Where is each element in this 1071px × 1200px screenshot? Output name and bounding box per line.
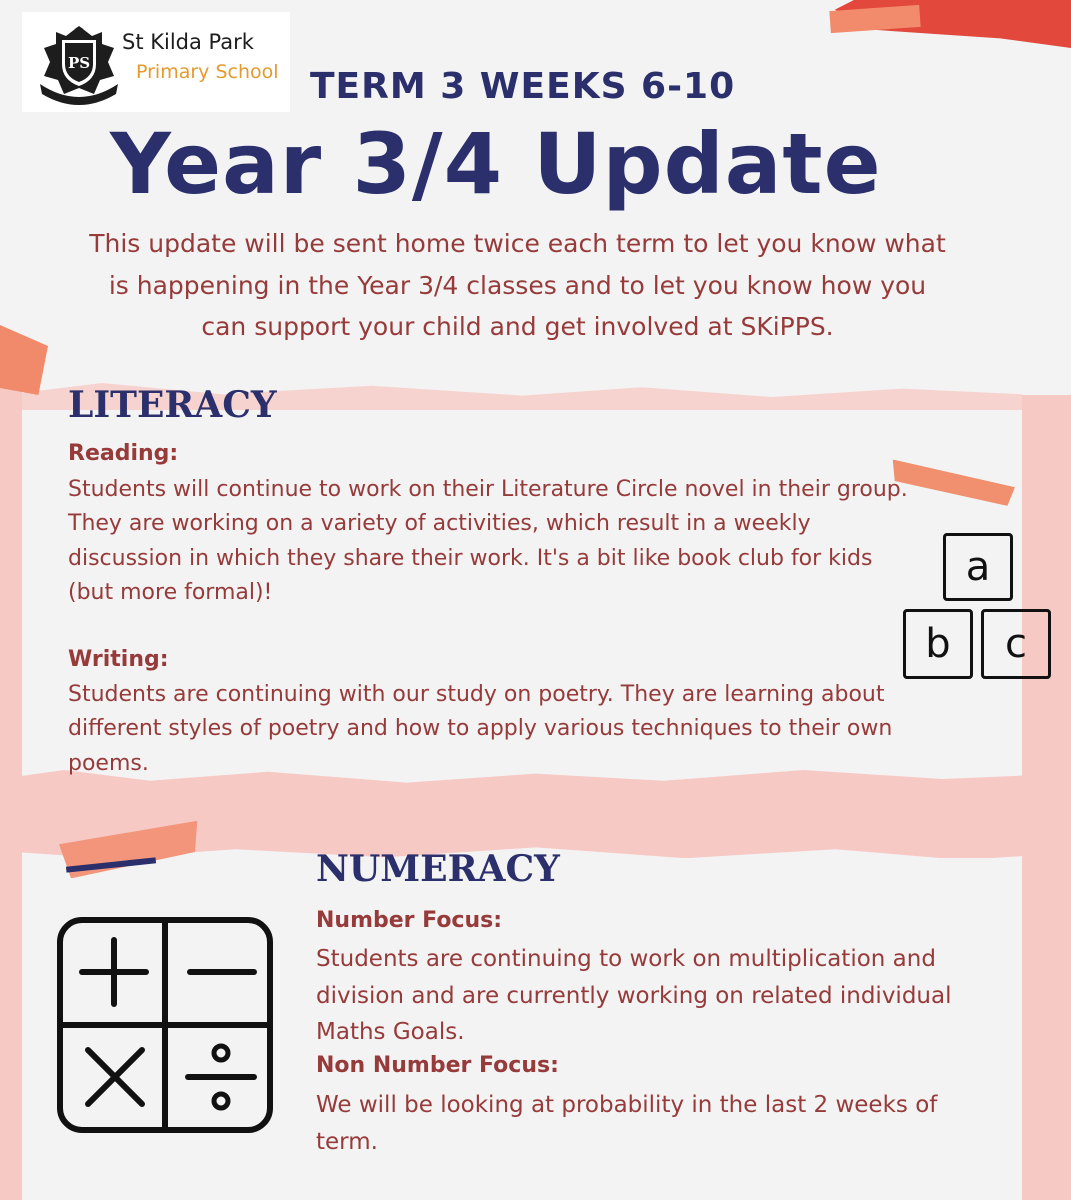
school-crest-icon xyxy=(36,18,122,106)
term-heading: TERM 3 WEEKS 6-10 xyxy=(310,66,736,107)
numeracy-heading: NUMERACY xyxy=(316,848,560,890)
page-title: Year 3/4 Update xyxy=(110,115,882,213)
non-number-focus-text: We will be looking at probability in the last 2 weeks of term. xyxy=(316,1092,938,1155)
number-focus-text: Students are continuing to work on multiplication and division and are currently working on related individual Maths Goals. xyxy=(316,946,952,1045)
reading-heading: Reading: xyxy=(68,441,179,466)
intro-paragraph: This update will be sent home twice each term to let you know what is happening in the Year 3/4 classes and to let you know how you can support your child and get involved at SKiPPS. xyxy=(89,229,946,341)
block-a: a xyxy=(943,533,1013,601)
brush-stroke-left xyxy=(0,325,48,395)
number-focus-heading: Number Focus: xyxy=(316,908,503,933)
block-b: b xyxy=(903,609,973,679)
school-logo xyxy=(22,12,290,112)
writing-text: Students are continuing with our study on poetry. They are learning about different styles of poetry and how to apply various techniques to their own poems. xyxy=(68,682,893,776)
school-name: St Kilda Park xyxy=(122,30,254,54)
svg-text:PS: PS xyxy=(67,54,91,72)
reading-text: Students will continue to work on their Literature Circle novel in their group. They are working on a variety of activities, which result in a weekly discussion in which they share their work. It's a bit like book club for kids (but more formal)! xyxy=(68,477,908,605)
literacy-heading: LITERACY xyxy=(68,384,277,426)
school-name-subtitle: Primary School xyxy=(136,61,279,83)
non-number-focus-heading: Non Number Focus: xyxy=(316,1053,559,1078)
calculator-operators-icon xyxy=(56,916,274,1134)
block-c: c xyxy=(981,609,1051,679)
writing-heading: Writing: xyxy=(68,647,169,672)
